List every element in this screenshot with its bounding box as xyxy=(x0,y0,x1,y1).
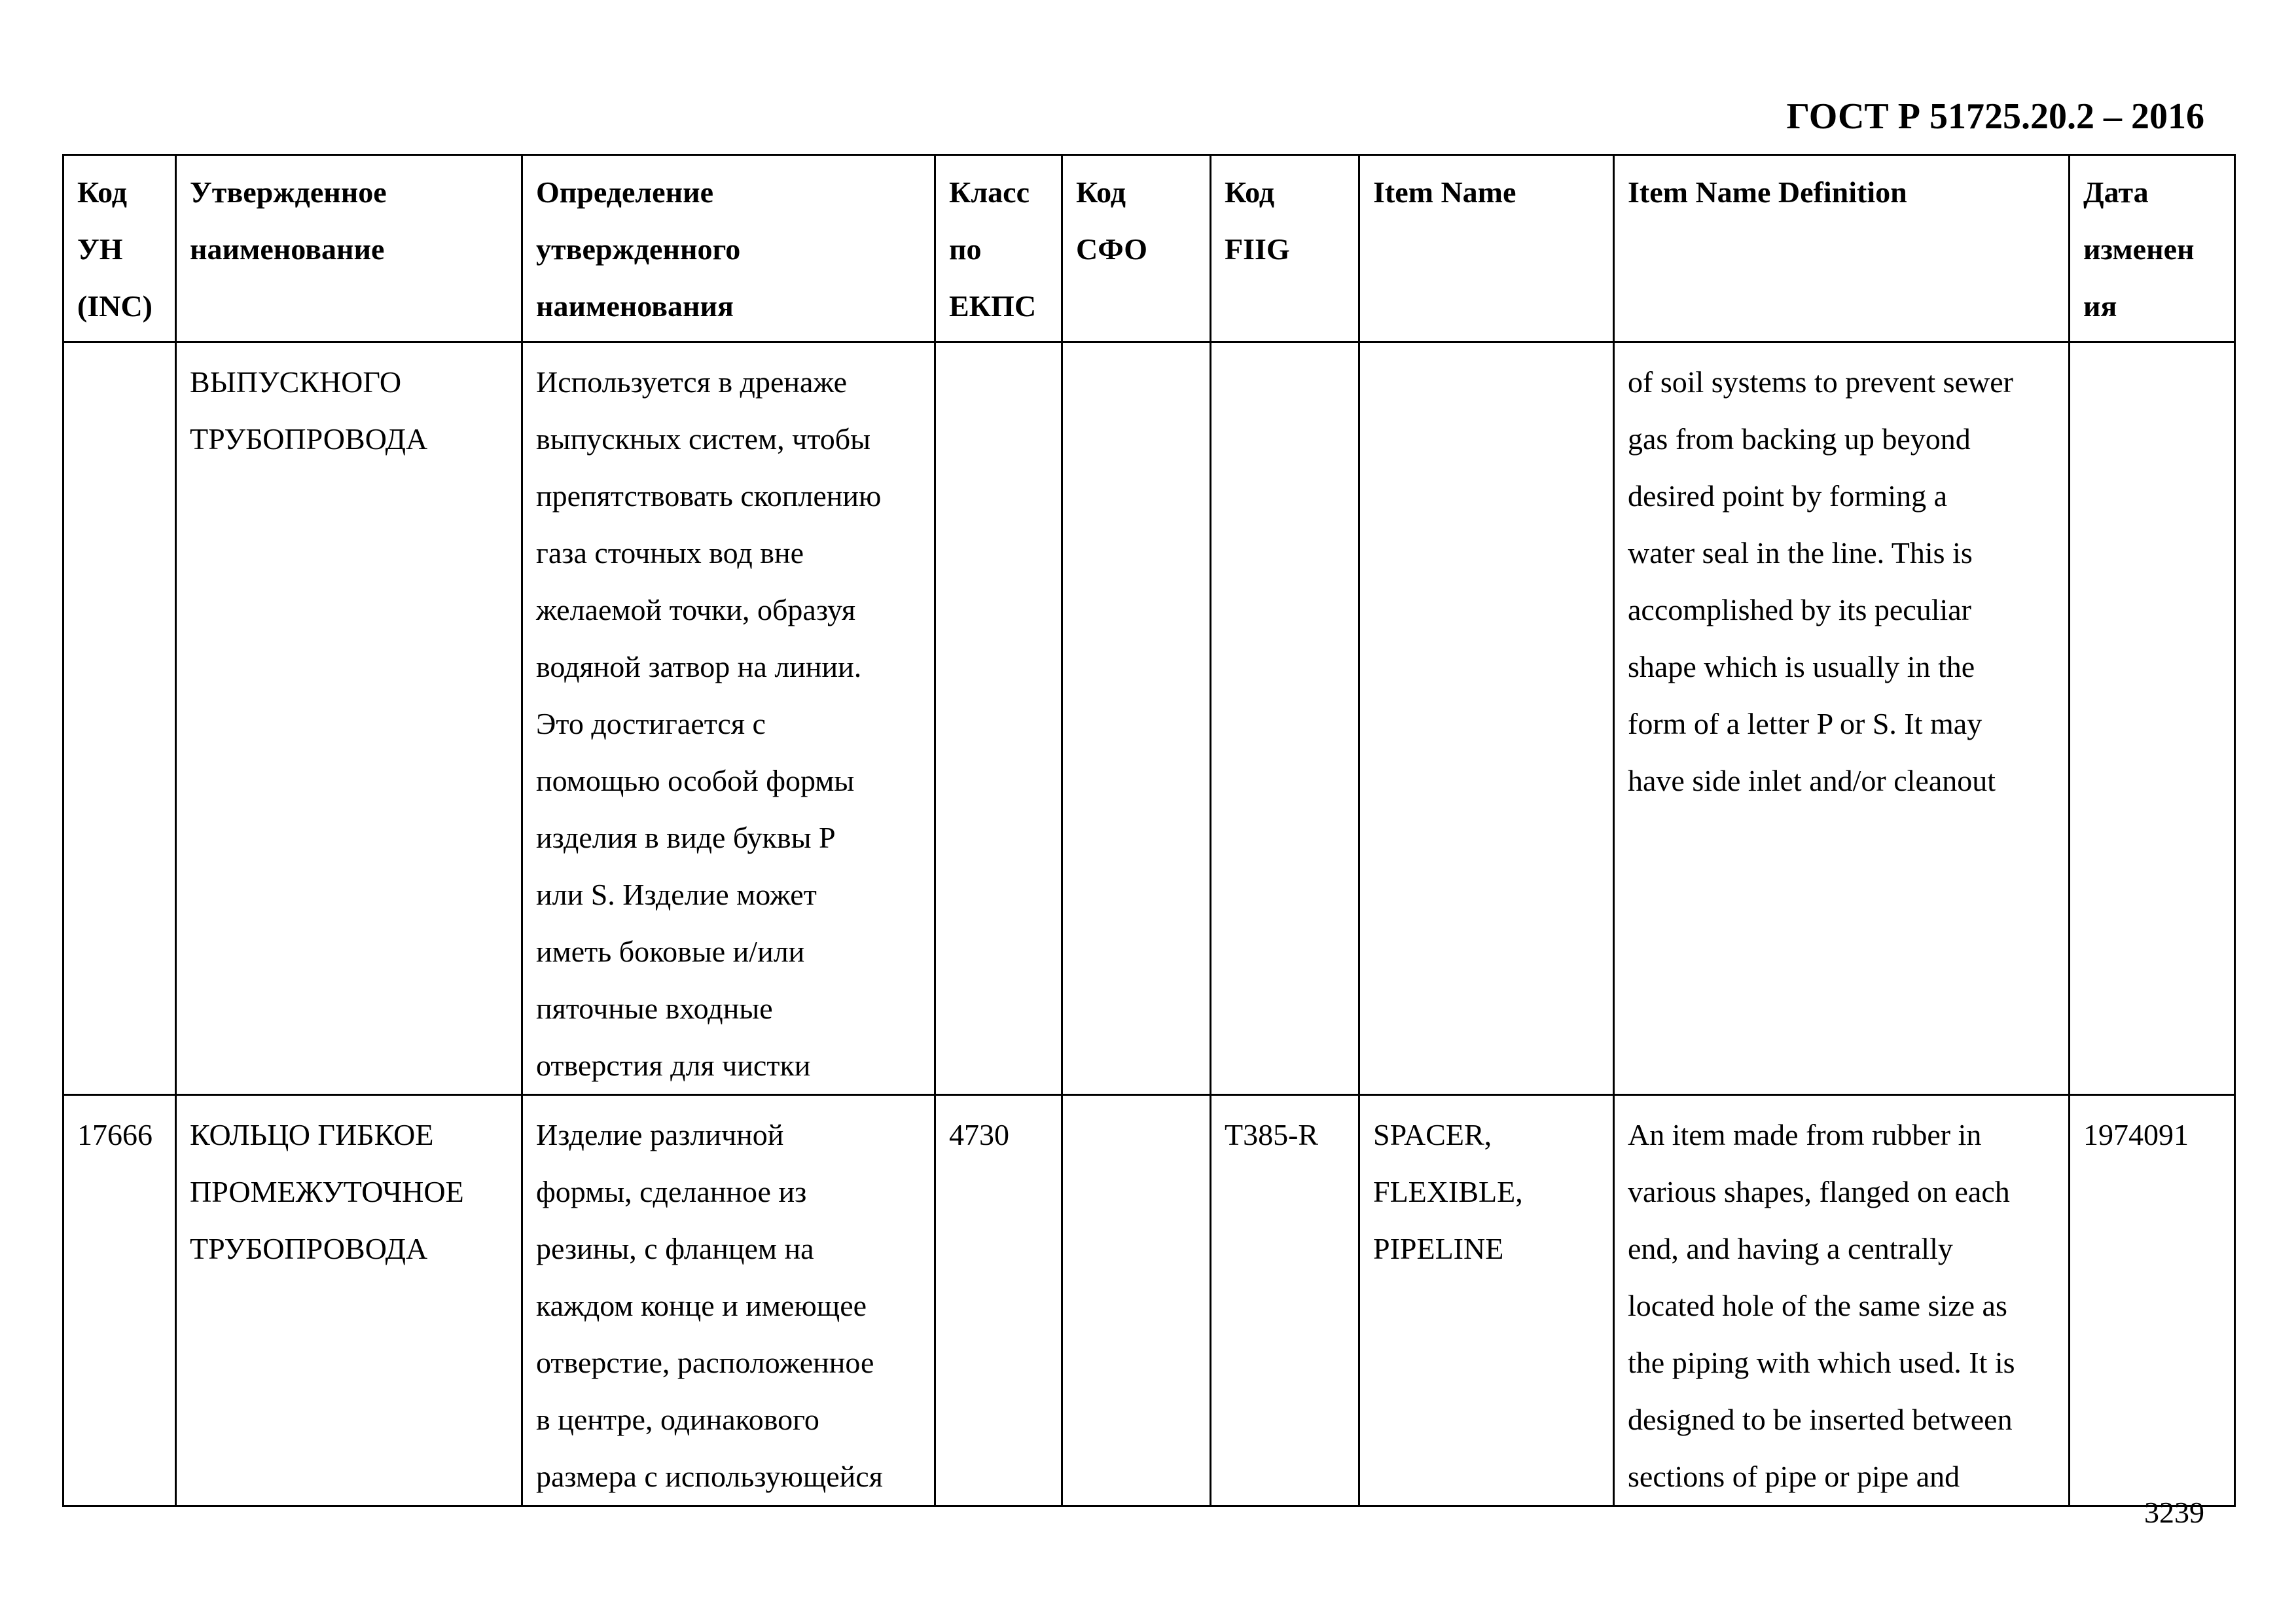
cell-line: утвержденного xyxy=(536,232,741,266)
cell-line: формы, сделанное из xyxy=(536,1175,807,1208)
cell-fiig-code xyxy=(1211,342,1359,1095)
col-header-item-name-definition xyxy=(1614,155,2070,342)
cell-line: Код xyxy=(1076,175,1126,209)
cell-line: Item Name xyxy=(1373,175,1516,209)
col-header-definition xyxy=(522,155,935,342)
cell-line: ПРОМЕЖУТОЧНОЕ xyxy=(190,1175,464,1208)
table-header-row xyxy=(63,155,2235,342)
col-header-fiig-code xyxy=(1211,155,1359,342)
cell-item-name xyxy=(1359,342,1614,1095)
cell-line: gas from backing up beyond xyxy=(1628,422,1971,456)
cell-line: Класс xyxy=(949,175,1030,209)
cell-line: 4730 xyxy=(949,1118,1009,1151)
cell-item-name xyxy=(1359,1095,1614,1506)
cell-line: Это достигается с xyxy=(536,707,766,740)
cell-line: accomplished by its peculiar xyxy=(1628,593,1972,626)
cell-line: Item Name Definition xyxy=(1628,175,1907,209)
cell-line: препятствовать скоплению xyxy=(536,479,882,513)
cell-line: Дата xyxy=(2083,175,2149,209)
col-header-class xyxy=(935,155,1062,342)
cell-line: УН xyxy=(77,232,123,266)
cell-line: наименования xyxy=(536,289,734,323)
cell-line: located hole of the same size as xyxy=(1628,1289,2007,1322)
cell-item-name-definition xyxy=(1614,342,2070,1095)
cell-line: PIPELINE xyxy=(1373,1232,1504,1265)
cell-line: в центре, одинакового xyxy=(536,1403,819,1436)
cell-line: отверстие, расположенное xyxy=(536,1346,874,1379)
cell-line: ВЫПУСКНОГО xyxy=(190,365,402,399)
cell-line: ия xyxy=(2083,289,2117,323)
cell-line: наименование xyxy=(190,232,385,266)
cell-line: иметь боковые и/или xyxy=(536,935,805,968)
cell-line: An item made from rubber in xyxy=(1628,1118,1982,1151)
cell-line: the piping with which used. It is xyxy=(1628,1346,2015,1379)
cell-change-date xyxy=(2070,342,2235,1095)
cell-definition xyxy=(522,1095,935,1506)
cell-line: помощью особой формы xyxy=(536,764,855,797)
page-number: 3239 xyxy=(2144,1496,2204,1529)
cell-line: Утвержденное xyxy=(190,175,387,209)
cell-line: или S. Изделие может xyxy=(536,878,817,911)
cell-line: T385-R xyxy=(1225,1118,1319,1151)
cell-line: ТРУБОПРОВОДА xyxy=(190,422,428,456)
cell-approved-name xyxy=(176,1095,522,1506)
cell-line: отверстия для чистки xyxy=(536,1049,811,1082)
cell-line: ТРУБОПРОВОДА xyxy=(190,1232,428,1265)
col-header-sfo-code xyxy=(1062,155,1211,342)
document-title: ГОСТ Р 51725.20.2 – 2016 xyxy=(1786,96,2204,137)
cell-inc xyxy=(63,1095,176,1506)
cell-line: размера с использующейся xyxy=(536,1460,883,1493)
cell-line: form of a letter P or S. It may xyxy=(1628,707,1982,740)
cell-line: Используется в дренаже xyxy=(536,365,848,399)
cell-line: изменен xyxy=(2083,232,2195,266)
cell-class xyxy=(935,342,1062,1095)
cell-line: изделия в виде буквы Р xyxy=(536,821,836,854)
cell-line: 1974091 xyxy=(2083,1118,2189,1151)
cell-line: Код xyxy=(77,175,128,209)
cell-line: газа сточных вод вне xyxy=(536,536,804,569)
cell-line: FIIG xyxy=(1225,232,1290,266)
cell-line: water seal in the line. This is xyxy=(1628,536,1973,569)
cell-line: designed to be inserted between xyxy=(1628,1403,2013,1436)
cell-line: каждом конце и имеющее xyxy=(536,1289,867,1322)
cell-line: Изделие различной xyxy=(536,1118,784,1151)
cell-line: пяточные входные xyxy=(536,992,773,1025)
classification-table xyxy=(62,154,2236,1507)
cell-sfo-code xyxy=(1062,1095,1211,1506)
cell-fiig-code xyxy=(1211,1095,1359,1506)
cell-line: выпускных систем, чтобы xyxy=(536,422,871,456)
cell-line: sections of pipe or pipe and xyxy=(1628,1460,1960,1493)
cell-line: СФО xyxy=(1076,232,1148,266)
cell-approved-name xyxy=(176,342,522,1095)
cell-line: of soil systems to prevent sewer xyxy=(1628,365,2013,399)
cell-line: (INC) xyxy=(77,289,152,323)
cell-line: водяной затвор на линии. xyxy=(536,650,862,683)
cell-line: SPACER, xyxy=(1373,1118,1492,1151)
cell-line: Определение xyxy=(536,175,714,209)
col-header-change-date xyxy=(2070,155,2235,342)
cell-line: desired point by forming a xyxy=(1628,479,1948,513)
cell-class xyxy=(935,1095,1062,1506)
col-header-item-name xyxy=(1359,155,1614,342)
cell-line: 17666 xyxy=(77,1118,152,1151)
cell-line: FLEXIBLE, xyxy=(1373,1175,1523,1208)
cell-line: желаемой точки, образуя xyxy=(536,593,856,626)
cell-line: резины, с фланцем на xyxy=(536,1232,814,1265)
table-row xyxy=(63,1095,2235,1506)
cell-definition xyxy=(522,342,935,1095)
table-row xyxy=(63,342,2235,1095)
cell-line: shape which is usually in the xyxy=(1628,650,1975,683)
cell-line: ЕКПС xyxy=(949,289,1037,323)
cell-item-name-definition xyxy=(1614,1095,2070,1506)
col-header-inc xyxy=(63,155,176,342)
col-header-approved-name xyxy=(176,155,522,342)
cell-line: по xyxy=(949,232,982,266)
cell-line: Код xyxy=(1225,175,1275,209)
cell-change-date xyxy=(2070,1095,2235,1506)
cell-line: КОЛЬЦО ГИБКОЕ xyxy=(190,1118,434,1151)
cell-line: have side inlet and/or cleanout xyxy=(1628,764,1996,797)
cell-inc xyxy=(63,342,176,1095)
cell-line: various shapes, flanged on each xyxy=(1628,1175,2010,1208)
cell-line: end, and having a centrally xyxy=(1628,1232,1953,1265)
cell-sfo-code xyxy=(1062,342,1211,1095)
